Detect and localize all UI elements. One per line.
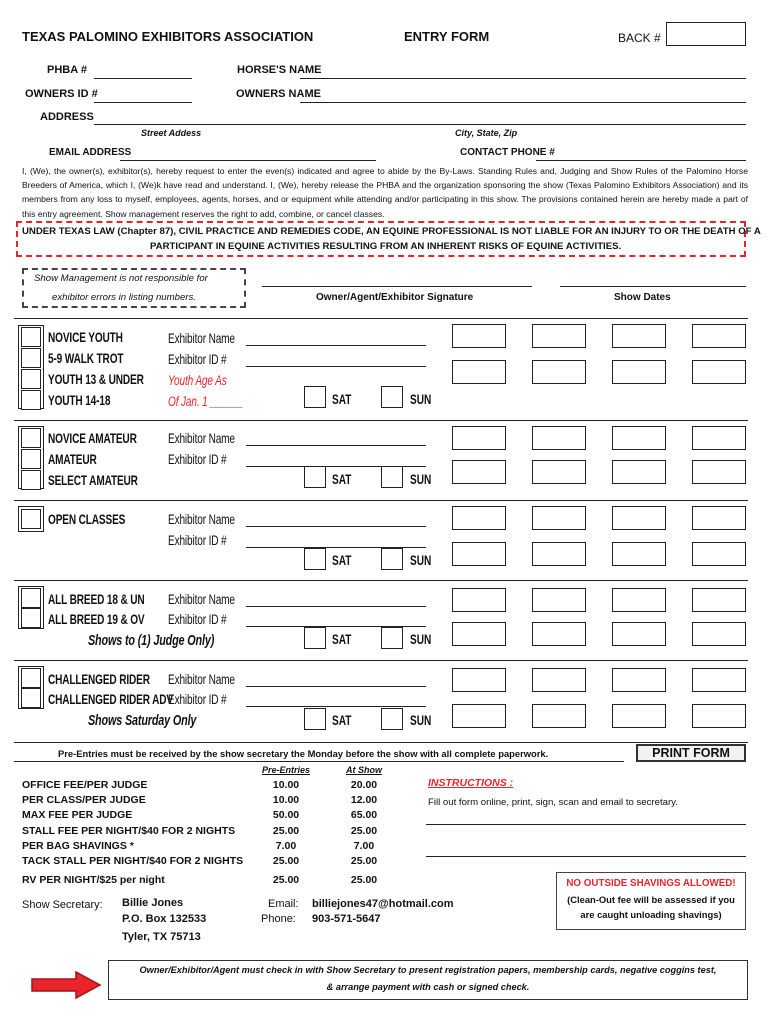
show-date-box[interactable]	[692, 588, 746, 612]
exhibitor-name-label: Exhibitor Name	[168, 591, 235, 607]
fee-row-pre: 7.00	[275, 840, 297, 852]
exhibitor-id-label: Exhibitor ID #	[168, 691, 227, 707]
exhibitor-name-label: Exhibitor Name	[168, 511, 235, 527]
youth-age-note: Of Jan. 1 ______	[168, 393, 244, 409]
novice-youth-checkbox[interactable]	[21, 327, 41, 347]
signature-field[interactable]	[262, 286, 532, 287]
fee-row-label: STALL FEE PER NIGHT/$40 FOR 2 NIGHTS	[22, 825, 236, 837]
form-title: ENTRY FORM	[404, 29, 490, 44]
class-label: CHALLENGED RIDER	[48, 671, 150, 687]
select-amateur-checkbox[interactable]	[21, 470, 41, 490]
fee-row-at: 20.00	[350, 779, 378, 791]
open-classes-checkbox[interactable]	[21, 509, 41, 529]
arrow-right-icon	[30, 970, 102, 1000]
show-date-box[interactable]	[452, 426, 506, 450]
class-label: OPEN CLASSES	[48, 511, 126, 527]
show-date-box[interactable]	[692, 324, 746, 348]
section-divider	[14, 660, 748, 661]
judge-note: Shows to (1) Judge Only)	[88, 632, 215, 649]
fee-row-at: 25.00	[350, 855, 378, 867]
sun-label: SUN	[410, 391, 432, 407]
fee-row-pre: 25.00	[272, 874, 300, 886]
all-breed-18-checkbox[interactable]	[21, 588, 41, 608]
class-label: SELECT AMATEUR	[48, 472, 138, 488]
fee-row-at: 25.00	[350, 825, 378, 837]
exhibitor-name-field[interactable]	[246, 686, 426, 687]
exhibitor-name-label: Exhibitor Name	[168, 430, 235, 446]
back-number-field[interactable]	[666, 22, 746, 46]
fee-row-at: 25.00	[350, 874, 378, 886]
show-date-box[interactable]	[692, 542, 746, 566]
novice-amateur-checkbox[interactable]	[21, 428, 41, 448]
city-state-zip-caption: City, State, Zip	[455, 128, 518, 138]
show-date-box[interactable]	[692, 704, 746, 728]
sun-label: SUN	[410, 631, 432, 647]
shavings-warning-line1: (Clean-Out fee will be assessed if you	[567, 894, 735, 905]
pre-entries-header: Pre-Entries	[261, 765, 311, 775]
fee-row-pre: 10.00	[272, 794, 300, 806]
show-date-box[interactable]	[612, 542, 666, 566]
management-notice-line1: Show Management is not responsible for	[34, 273, 208, 284]
sat-checkbox[interactable]	[304, 466, 326, 488]
sat-label: SAT	[332, 712, 352, 728]
show-date-box[interactable]	[692, 668, 746, 692]
horse-name-label: HORSE'S NAME	[237, 64, 322, 76]
show-date-box[interactable]	[692, 426, 746, 450]
show-date-box[interactable]	[532, 460, 586, 484]
pre-entries-note: Pre-Entries must be received by the show secretary the Monday before the show with all complete paperwork.	[58, 748, 549, 759]
fee-row-pre: 10.00	[272, 779, 300, 791]
show-date-box[interactable]	[452, 506, 506, 530]
show-date-box[interactable]	[452, 704, 506, 728]
show-date-box[interactable]	[452, 668, 506, 692]
show-date-box[interactable]	[612, 588, 666, 612]
exhibitor-name-field[interactable]	[246, 345, 426, 346]
sat-label: SAT	[332, 631, 352, 647]
checkin-line2: & arrange payment with cash or signed check.	[326, 982, 530, 992]
show-date-box[interactable]	[612, 460, 666, 484]
class-label: 5-9 WALK TROT	[48, 350, 124, 366]
sat-label: SAT	[332, 552, 352, 568]
management-notice-line2: exhibitor errors in listing numbers.	[52, 292, 196, 303]
shavings-warning-title: NO OUTSIDE SHAVINGS ALLOWED!	[566, 878, 736, 889]
show-date-box[interactable]	[452, 360, 506, 384]
shavings-warning-line2: are caught unloading shavings)	[580, 909, 722, 920]
show-date-box[interactable]	[532, 668, 586, 692]
show-date-box[interactable]	[692, 506, 746, 530]
fee-row-at: 12.00	[350, 794, 378, 806]
section-divider	[14, 742, 748, 743]
show-date-box[interactable]	[532, 704, 586, 728]
challenged-rider-checkbox[interactable]	[21, 668, 41, 688]
checkin-line1: Owner/Exhibitor/Agent must check in with Show Secretary to present registration papers, membership cards, negative coggins test,	[139, 965, 717, 975]
secretary-city: Tyler, TX 75713	[122, 931, 201, 943]
org-title: TEXAS PALOMINO EXHIBITORS ASSOCIATION	[22, 29, 314, 44]
show-date-box[interactable]	[532, 324, 586, 348]
show-date-box[interactable]	[532, 622, 586, 646]
fees-header-line	[14, 761, 624, 762]
owners-name-label: OWNERS NAME	[236, 88, 321, 100]
youth-14-18-checkbox[interactable]	[21, 390, 41, 410]
instructions-line	[426, 856, 746, 857]
secretary-name: Billie Jones	[122, 897, 184, 909]
show-date-box[interactable]	[452, 324, 506, 348]
sat-checkbox[interactable]	[304, 708, 326, 730]
show-date-box[interactable]	[612, 704, 666, 728]
fee-row-at: 65.00	[350, 809, 378, 821]
back-number-label: BACK #	[618, 31, 661, 45]
exhibitor-id-field[interactable]	[246, 366, 426, 367]
secretary-phone: 903-571-5647	[312, 913, 381, 925]
saturday-note: Shows Saturday Only	[88, 712, 197, 729]
sat-checkbox[interactable]	[304, 386, 326, 408]
walk-trot-checkbox[interactable]	[21, 348, 41, 368]
contact-phone-label: CONTACT PHONE #	[460, 147, 555, 158]
secretary-phone-label: Phone:	[261, 913, 296, 925]
show-secretary-label: Show Secretary:	[22, 899, 103, 911]
equine-law-warning-line1: UNDER TEXAS LAW (Chapter 87), CIVIL PRACTICE AND REMEDIES CODE, AN EQUINE PROFESSIONAL IS NOT LIABLE FOR AN INJURY TO OR THE DEATH OF A	[22, 226, 761, 237]
show-date-box[interactable]	[612, 324, 666, 348]
class-label: ALL BREED 18 & UN	[48, 591, 145, 607]
youth-13-under-checkbox[interactable]	[21, 369, 41, 389]
class-label: YOUTH 14-18	[48, 392, 111, 408]
show-date-box[interactable]	[532, 542, 586, 566]
exhibitor-name-field[interactable]	[246, 526, 426, 527]
print-form-button[interactable]: PRINT FORM	[636, 744, 746, 762]
exhibitor-id-label: Exhibitor ID #	[168, 611, 227, 627]
fee-row-pre: 25.00	[272, 825, 300, 837]
show-date-box[interactable]	[692, 460, 746, 484]
sun-checkbox[interactable]	[381, 548, 403, 570]
section-divider	[14, 420, 748, 421]
phba-field[interactable]	[94, 78, 192, 79]
class-label: CHALLENGED RIDER ADV	[48, 691, 173, 707]
challenged-rider-adv-checkbox[interactable]	[21, 688, 41, 708]
exhibitor-name-label: Exhibitor Name	[168, 671, 235, 687]
secretary-email[interactable]: billiejones47@hotmail.com	[312, 898, 454, 910]
class-label: NOVICE YOUTH	[48, 329, 123, 345]
all-breed-19-checkbox[interactable]	[21, 608, 41, 628]
fee-row-label: RV PER NIGHT/$25 per night	[22, 874, 165, 886]
section-divider	[14, 580, 748, 581]
class-label: NOVICE AMATEUR	[48, 430, 137, 446]
sun-checkbox[interactable]	[381, 708, 403, 730]
instructions-text: Fill out form online, print, sign, scan and email to secretary.	[428, 797, 678, 808]
exhibitor-name-field[interactable]	[246, 445, 426, 446]
secretary-email-label: Email:	[268, 898, 299, 910]
show-date-box[interactable]	[532, 360, 586, 384]
owners-name-field[interactable]	[300, 102, 746, 103]
equine-law-warning-line2: PARTICIPANT IN EQUINE ACTIVITIES RESULTING FROM AN INHERENT RISKS OF EQUINE ACTIVITIES.	[150, 241, 622, 252]
show-date-box[interactable]	[692, 360, 746, 384]
show-date-box[interactable]	[612, 668, 666, 692]
email-field[interactable]	[120, 160, 376, 161]
fee-row-label: PER CLASS/PER JUDGE	[22, 794, 146, 806]
show-date-box[interactable]	[452, 542, 506, 566]
show-date-box[interactable]	[612, 506, 666, 530]
horse-name-field[interactable]	[300, 78, 746, 79]
show-dates-line	[560, 286, 746, 287]
class-label: YOUTH 13 & UNDER	[48, 371, 144, 387]
sun-label: SUN	[410, 552, 432, 568]
exhibitor-id-label: Exhibitor ID #	[168, 351, 227, 367]
exhibitor-name-field[interactable]	[246, 606, 426, 607]
sat-label: SAT	[332, 471, 352, 487]
street-address-caption: Street Addess	[141, 128, 202, 138]
show-date-box[interactable]	[452, 622, 506, 646]
sun-checkbox[interactable]	[381, 627, 403, 649]
owners-id-field[interactable]	[94, 102, 192, 103]
agreement-paragraph: I, (We), the owner(s), exhibitor(s), hereby request to enter the even(s) indicated and agree to abide by the By-Laws. Standing Rules and, Judging and Show Rules of the Palomino Horse Breeders of America, which I, (We)k have read and understand. I, (We), hereby release the PHBA and the organization sponsoring the show (Texas Palomino Exhibitors Association) and its members from any loss to myself, employees, agents, horses, and or equipment while attending and/or participating in this show. The provisions contained herein are hereby made a part of this entry agreement. Show management reserves the right to add, combine, or cancel classes.	[22, 166, 748, 219]
fee-row-at: 7.00	[353, 840, 375, 852]
show-date-box[interactable]	[532, 426, 586, 450]
fee-row-pre: 25.00	[272, 855, 300, 867]
show-date-box[interactable]	[612, 426, 666, 450]
instructions-line	[426, 824, 746, 825]
fee-row-pre: 50.00	[272, 809, 300, 821]
exhibitor-id-label: Exhibitor ID #	[168, 451, 227, 467]
fee-row-label: TACK STALL PER NIGHT/$40 FOR 2 NIGHTS	[22, 855, 244, 867]
show-date-box[interactable]	[532, 506, 586, 530]
class-label: AMATEUR	[48, 451, 97, 467]
section-divider	[14, 318, 748, 319]
sun-checkbox[interactable]	[381, 466, 403, 488]
email-label: EMAIL ADDRESS	[49, 147, 132, 158]
instructions-title: INSTRUCTIONS :	[428, 777, 514, 789]
fee-row-label: MAX FEE PER JUDGE	[22, 809, 133, 821]
address-field[interactable]	[94, 124, 746, 125]
section-divider	[14, 500, 748, 501]
class-label: ALL BREED 19 & OV	[48, 611, 145, 627]
sat-checkbox[interactable]	[304, 548, 326, 570]
at-show-header: At Show	[346, 765, 382, 775]
show-date-box[interactable]	[612, 360, 666, 384]
sun-label: SUN	[410, 471, 432, 487]
secretary-po-box: P.O. Box 132533	[122, 913, 207, 925]
address-label: ADDRESS	[40, 111, 94, 123]
fee-row-label: OFFICE FEE/PER JUDGE	[22, 779, 148, 791]
contact-phone-field[interactable]	[536, 160, 746, 161]
fee-row-label: PER BAG SHAVINGS *	[22, 840, 134, 852]
sat-label: SAT	[332, 391, 352, 407]
show-date-box[interactable]	[692, 622, 746, 646]
sun-checkbox[interactable]	[381, 386, 403, 408]
amateur-checkbox[interactable]	[21, 449, 41, 469]
phba-label: PHBA #	[47, 64, 87, 76]
exhibitor-id-field[interactable]	[246, 706, 426, 707]
show-date-box[interactable]	[452, 460, 506, 484]
signature-label: Owner/Agent/Exhibitor Signature	[316, 292, 474, 303]
youth-age-note: Youth Age As	[168, 372, 227, 388]
sat-checkbox[interactable]	[304, 627, 326, 649]
show-date-box[interactable]	[532, 588, 586, 612]
show-dates-label: Show Dates	[614, 292, 671, 303]
show-date-box[interactable]	[452, 588, 506, 612]
owners-id-label: OWNERS ID #	[25, 88, 98, 100]
sun-label: SUN	[410, 712, 432, 728]
exhibitor-name-label: Exhibitor Name	[168, 330, 235, 346]
exhibitor-id-label: Exhibitor ID #	[168, 532, 227, 548]
show-date-box[interactable]	[612, 622, 666, 646]
